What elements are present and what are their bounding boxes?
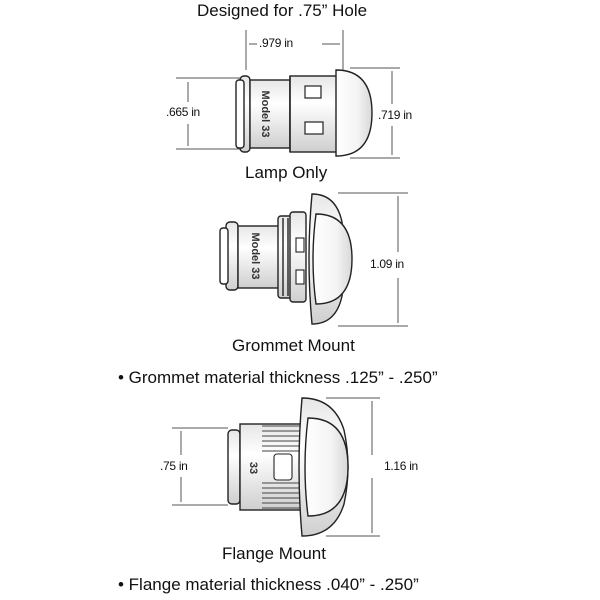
flange-thickness-note: • Flange material thickness .040” - .250” (118, 575, 419, 594)
lamp-lens-dimension: .719 in (378, 108, 412, 122)
lamp-body-marking: Model 33 (259, 90, 271, 138)
flange-body-dimension: .75 in (160, 459, 188, 473)
flange-body-dimension-lines (172, 428, 228, 505)
grommet-mount-caption: Grommet Mount (232, 336, 355, 355)
flange-mount-caption: Flange Mount (222, 544, 326, 563)
lamp-width-dimension: .979 in (259, 36, 293, 50)
diagram-title: Designed for .75” Hole (197, 1, 368, 20)
lamp-only-drawing (176, 30, 400, 158)
flange-body-marking: 33 (247, 461, 259, 475)
grommet-body-marking: Model 33 (249, 232, 261, 280)
grommet-height-dimension: 1.09 in (370, 257, 404, 271)
lamp-only-caption: Lamp Only (245, 163, 328, 182)
lamp-height-dimension: .665 in (166, 105, 200, 119)
lamp-dome-lens (336, 70, 372, 156)
flange-back-cap (228, 430, 240, 504)
lamp-width-dimension-lines (246, 30, 343, 70)
grommet-thickness-note: • Grommet material thickness .125” - .250” (118, 368, 438, 387)
grommet-mount-drawing (220, 193, 408, 326)
lamp-height-dimension-lines (176, 78, 240, 149)
flange-height-dimension: 1.16 in (384, 459, 418, 473)
flange-mount-drawing (172, 398, 380, 536)
grommet-dome-lens (313, 214, 352, 304)
